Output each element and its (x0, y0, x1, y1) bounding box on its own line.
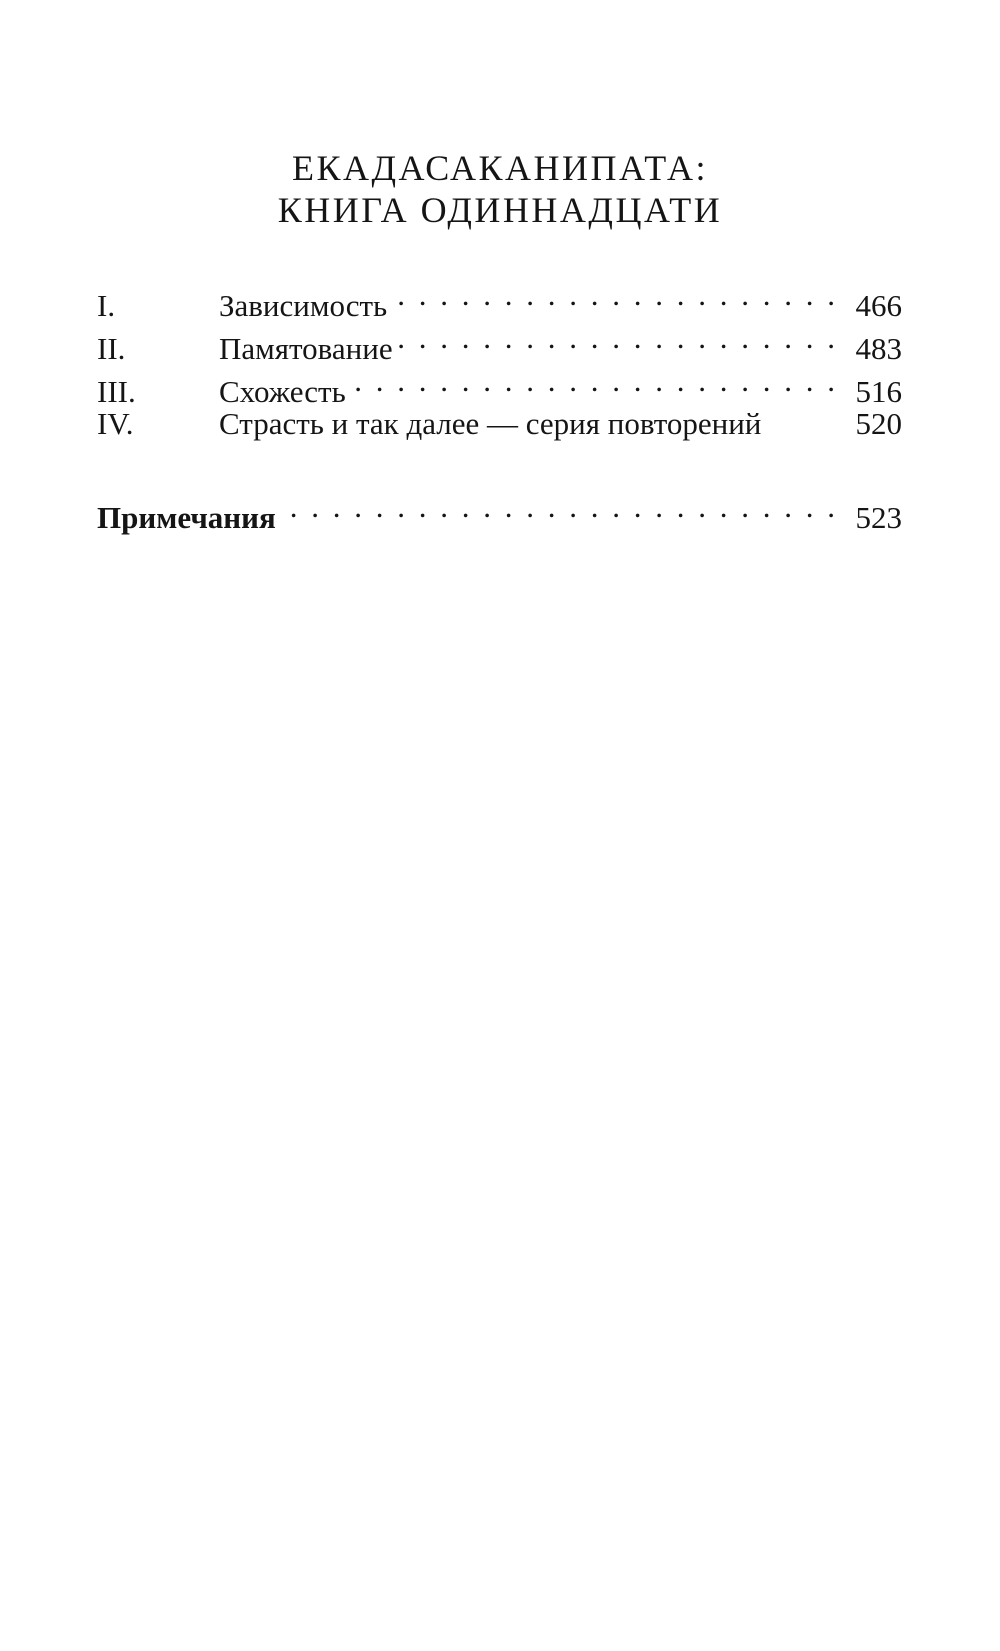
toc-entry-title: Страсть и так далее — серия повторений (219, 406, 762, 441)
toc-entry-number: III. (97, 374, 136, 409)
notes-page: 523 (855, 500, 902, 535)
chapter-heading-line-1: ЕКАДАСАКАНИПАТА: (291, 148, 708, 188)
toc-entry-notes[interactable] (97, 485, 902, 535)
toc-entry[interactable] (97, 402, 902, 445)
dot-leader (352, 359, 838, 402)
toc-entry-number: IV. (97, 406, 134, 441)
toc-entry-title: Памятование (219, 331, 393, 366)
notes-title: Примечания (97, 500, 276, 535)
toc-entry-page: 483 (855, 331, 902, 366)
dot-leader (393, 273, 838, 316)
toc-entry-number: II. (97, 331, 126, 366)
toc-entry-title: Зависимость (219, 288, 388, 323)
toc-entry-page: 520 (855, 406, 902, 441)
dot-leader (280, 485, 838, 528)
dot-leader (399, 316, 838, 359)
chapter-heading-line-2: КНИГА ОДИННАДЦАТИ (277, 190, 723, 230)
toc-entry-page: 516 (855, 374, 902, 409)
toc-entry[interactable] (97, 273, 902, 323)
toc-entry-number: I. (97, 288, 116, 323)
table-of-contents (97, 273, 902, 535)
toc-entry-title: Схожесть (219, 374, 346, 409)
toc-entry-page: 466 (855, 288, 902, 323)
